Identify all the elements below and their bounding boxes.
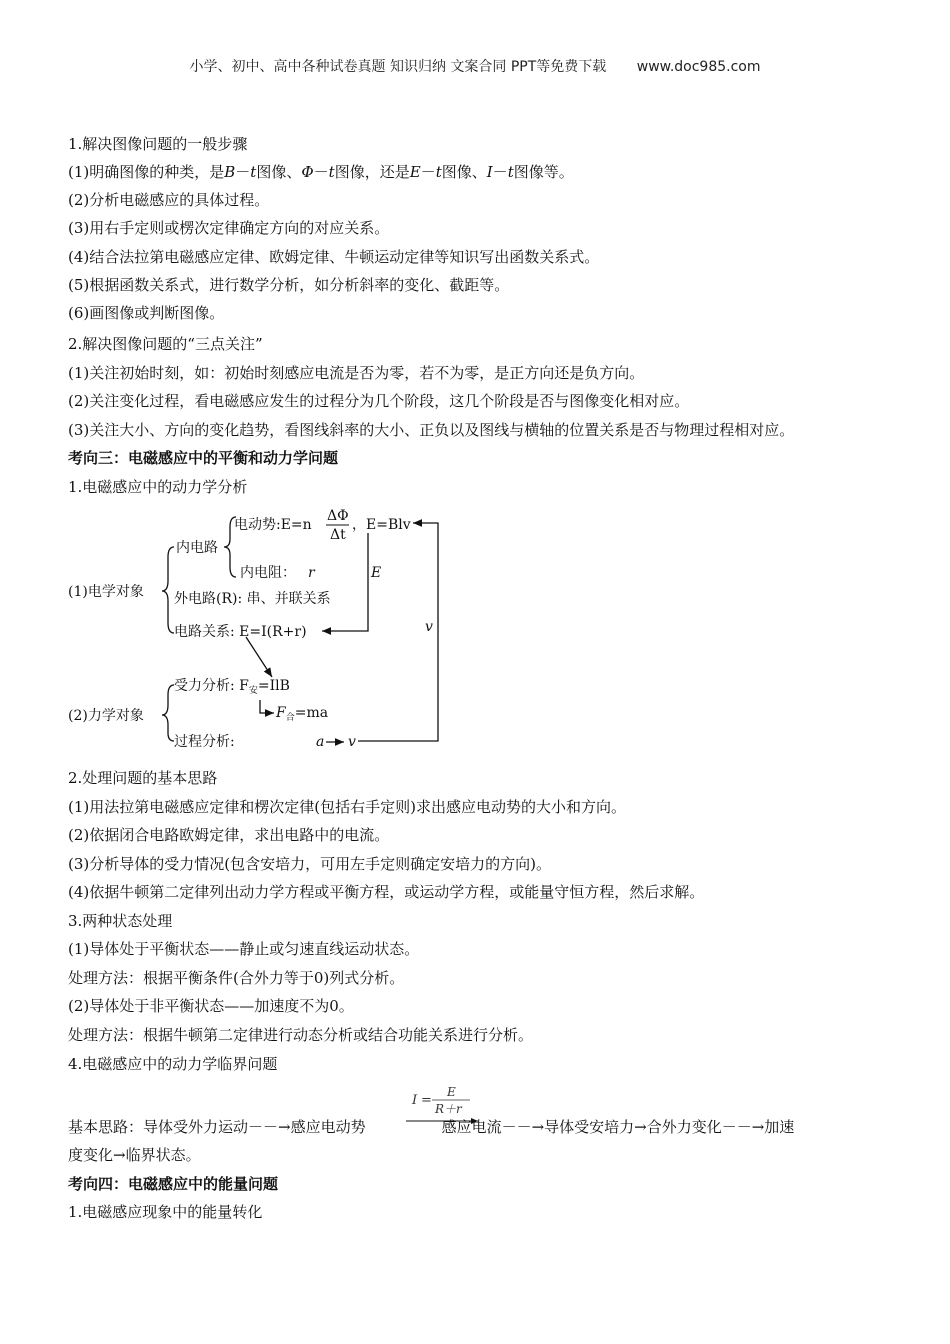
formula-rr: R＋r (435, 1102, 462, 1116)
formula-i: I (412, 1093, 418, 1108)
header-site: www.doc985.com (636, 59, 761, 75)
energy-title: 1.电磁感应现象中的能量转化 (68, 1203, 263, 1221)
process-analysis: 过程分析: (174, 734, 235, 750)
step-1-o: － (492, 163, 508, 181)
e-line (322, 533, 368, 631)
critical-line-1b: 感应电流－－→导体受安培力→合外力变化－－→加速 (441, 1118, 795, 1136)
idea-2: (2)依据闭合电路欧姆定律，求出电路中的电流。 (68, 826, 390, 844)
inner-circuit: 内电路 (176, 540, 218, 556)
e-label: E (371, 565, 382, 581)
step-1-a: (1)明确图像的种类，是 (68, 163, 225, 181)
v2-label: v (348, 734, 356, 750)
emf-label: 电动势:E=n (234, 517, 312, 533)
idea-1: (1)用法拉第电磁感应定律和楞次定律(包括右手定则)求出感应电动势的大小和方向。 (68, 798, 626, 816)
step-1-i: 图像，还是 (334, 163, 410, 181)
he-subscript: 合 (285, 713, 295, 723)
step-5: (5)根据函数关系式，进行数学分析，如分析斜率的变化、截距等。 (68, 276, 510, 294)
step-1-j: E (409, 163, 421, 181)
force-analysis (174, 677, 290, 696)
a-label: a (316, 734, 325, 750)
focus-2: (2)关注变化过程，看电磁感应发生的过程分为几个阶段，这几个阶段是否与图像变化相对应。 (68, 392, 690, 410)
delta-phi: ΔΦ (327, 508, 349, 524)
idea-3: (3)分析导体的受力情况(包含安培力，可用左手定则确定安培力的方向)。 (68, 855, 551, 873)
eq-ma: =ma (294, 705, 329, 721)
method-1: 处理方法：根据平衡条件(合外力等于0)列式分析。 (68, 969, 405, 987)
idea-4: (4)依据牛顿第二定律列出动力学方程或平衡方程，或运动学方程，或能量守恒方程，然后求解。 (68, 883, 705, 901)
dynamics-flow-diagram (68, 505, 448, 750)
brace-mechanical (162, 685, 174, 741)
step-1-f: Φ (301, 163, 314, 181)
electric-object: (1)电学对象 (68, 584, 144, 600)
header-text: 小学、初中、高中各种试卷真题 知识归纳 文案合同 PPT等免费下载 (189, 59, 607, 75)
state-2: (2)导体处于非平衡状态——加速度不为0。 (68, 997, 354, 1015)
step-3: (3)用右手定则或楞次定律确定方向的对应关系。 (68, 219, 390, 237)
focus-1: (1)关注初始时刻，如：初始时刻感应电流是否为零，若不为零，是正方向还是负方向。 (68, 364, 645, 382)
dynamics-title: 1.电磁感应中的动力学分析 (68, 478, 248, 496)
circuit-relation: 电路关系: E=I(R+r) (174, 624, 307, 640)
f-he (275, 705, 328, 723)
an-subscript: 安 (248, 686, 258, 696)
step-2: (2)分析电磁感应的具体过程。 (68, 191, 270, 209)
step-4: (4)结合法拉第电磁感应定律、欧姆定律、牛顿运动定律等知识写出函数关系式。 (68, 248, 600, 266)
idea-title: 2.处理问题的基本思路 (68, 769, 218, 787)
step-1-n: I (486, 163, 493, 181)
step-6: (6)画图像或判断图像。 (68, 304, 225, 322)
step-1 (68, 162, 574, 182)
step-1-m: 图像、 (441, 163, 487, 181)
method-2: 处理方法：根据牛顿第二定律进行动态分析或结合功能关系进行分析。 (68, 1026, 534, 1044)
force-arrow (246, 637, 272, 677)
force-analysis-text: 受力分析: F (174, 678, 249, 694)
step-1-b: B (224, 163, 236, 181)
step-1-p: t (507, 163, 514, 181)
critical-line-2: 度变化→临界状态。 (68, 1146, 201, 1164)
step-1-q: 图像等。 (513, 163, 574, 181)
formula-e: E (447, 1085, 456, 1099)
r-label: r (308, 565, 315, 581)
step-1-l: t (435, 163, 442, 181)
inner-resistance: 内电阻： (240, 565, 296, 581)
step-1-c: － (235, 163, 251, 181)
brace-electric (162, 547, 174, 633)
f-he-text: F (276, 705, 286, 721)
focus-title: 2.解决图像问题的“三点关注” (68, 335, 263, 353)
steps-title: 1.解决图像问题的一般步骤 (68, 135, 248, 153)
eq-ilb: =IlB (257, 678, 290, 694)
step-1-d: t (250, 163, 257, 181)
delta-t: Δt (330, 527, 346, 543)
critical-line-1a: 基本思路：导体受外力运动－－→感应电动势 (68, 1118, 366, 1136)
page-header (0, 56, 950, 76)
critical-title: 4.电磁感应中的动力学临界问题 (68, 1055, 278, 1073)
mechanical-object: (2)力学对象 (68, 708, 144, 724)
heading-4: 考向四：电磁感应中的能量问题 (68, 1175, 279, 1193)
step-1-e: 图像、 (256, 163, 302, 181)
states-title: 3.两种状态处理 (68, 912, 173, 930)
heading-3: 考向三：电磁感应中的平衡和动力学问题 (68, 449, 339, 467)
emf-blv: ，E=Blv (352, 517, 411, 533)
fhe-arrow (260, 700, 274, 713)
critical-line-1 (68, 1117, 794, 1137)
step-1-k: － (420, 163, 436, 181)
step-1-g: － (313, 163, 329, 181)
step-1-h: t (328, 163, 335, 181)
outer-circuit: 外电路(R): 串、并联关系 (174, 591, 331, 607)
focus-3: (3)关注大小、方向的变化趋势，看图线斜率的大小、正负以及图线与横轴的位置关系是否与物理过程相对应。 (68, 421, 795, 439)
state-1: (1)导体处于平衡状态——静止或匀速直线运动状态。 (68, 940, 420, 958)
v-label: v (425, 619, 433, 635)
formula-eq: = (421, 1093, 432, 1108)
